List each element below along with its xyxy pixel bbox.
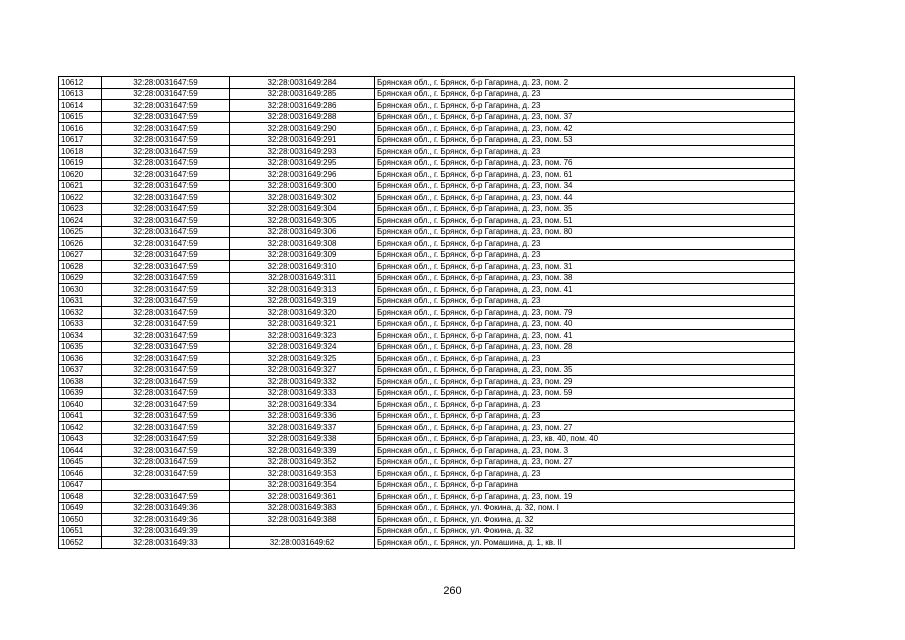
cell-row-number: 10628 [59, 261, 102, 273]
cell-address: Брянская обл., г. Брянск, б-р Гагарина, д. 23, пом. 41 [375, 284, 795, 296]
cell-land-cadastral-number [102, 479, 230, 491]
table-row [59, 525, 795, 537]
cell-row-number: 10624 [59, 215, 102, 227]
cell-land-cadastral-number: 32:28:0031647:59 [102, 318, 230, 330]
cell-row-number: 10632 [59, 307, 102, 319]
cell-object-cadastral-number: 32:28:0031649:352 [230, 456, 375, 468]
cell-land-cadastral-number: 32:28:0031647:59 [102, 261, 230, 273]
cell-object-cadastral-number: 32:28:0031649:310 [230, 261, 375, 273]
cell-address: Брянская обл., г. Брянск, ул. Фокина, д. 32 [375, 514, 795, 526]
cell-row-number: 10614 [59, 100, 102, 112]
cell-object-cadastral-number: 32:28:0031649:309 [230, 249, 375, 261]
table-row [59, 134, 795, 146]
cell-object-cadastral-number: 32:28:0031649:304 [230, 203, 375, 215]
cell-land-cadastral-number: 32:28:0031647:59 [102, 410, 230, 422]
cell-object-cadastral-number: 32:28:0031649:336 [230, 410, 375, 422]
table-body [59, 77, 795, 549]
table-row [59, 445, 795, 457]
cell-address: Брянская обл., г. Брянск, б-р Гагарина, д. 23, кв. 40, пом. 40 [375, 433, 795, 445]
cell-object-cadastral-number: 32:28:0031649:323 [230, 330, 375, 342]
cell-row-number: 10623 [59, 203, 102, 215]
cell-address: Брянская обл., г. Брянск, б-р Гагарина, д. 23, пом. 31 [375, 261, 795, 273]
cell-address: Брянская обл., г. Брянск, б-р Гагарина, д. 23, пом. 41 [375, 330, 795, 342]
table-row [59, 307, 795, 319]
cell-land-cadastral-number: 32:28:0031647:59 [102, 272, 230, 284]
table-row [59, 203, 795, 215]
table-row [59, 433, 795, 445]
table-row [59, 261, 795, 273]
cell-land-cadastral-number: 32:28:0031647:59 [102, 146, 230, 158]
cell-address: Брянская обл., г. Брянск, б-р Гагарина, д. 23 [375, 353, 795, 365]
cell-address: Брянская обл., г. Брянск, б-р Гагарина, д. 23, пом. 28 [375, 341, 795, 353]
cell-address: Брянская обл., г. Брянск, б-р Гагарина, д. 23, пом. 35 [375, 364, 795, 376]
cell-object-cadastral-number: 32:28:0031649:333 [230, 387, 375, 399]
table-row [59, 88, 795, 100]
cell-object-cadastral-number: 32:28:0031649:286 [230, 100, 375, 112]
cell-address: Брянская обл., г. Брянск, б-р Гагарина, д. 23, пом. 44 [375, 192, 795, 204]
cell-row-number: 10641 [59, 410, 102, 422]
cell-row-number: 10643 [59, 433, 102, 445]
cell-object-cadastral-number: 32:28:0031649:338 [230, 433, 375, 445]
table-row [59, 169, 795, 181]
table-row [59, 249, 795, 261]
cell-row-number: 10644 [59, 445, 102, 457]
cell-row-number: 10631 [59, 295, 102, 307]
table-row [59, 215, 795, 227]
cell-object-cadastral-number: 32:28:0031649:285 [230, 88, 375, 100]
cell-object-cadastral-number: 32:28:0031649:354 [230, 479, 375, 491]
cell-row-number: 10629 [59, 272, 102, 284]
cell-row-number: 10648 [59, 491, 102, 503]
table-row [59, 157, 795, 169]
cell-row-number: 10649 [59, 502, 102, 514]
cell-object-cadastral-number: 32:28:0031649:308 [230, 238, 375, 250]
cell-land-cadastral-number: 32:28:0031647:59 [102, 192, 230, 204]
cell-address: Брянская обл., г. Брянск, б-р Гагарина, д. 23 [375, 100, 795, 112]
table-row [59, 284, 795, 296]
cell-address: Брянская обл., г. Брянск, б-р Гагарина, д. 23, пом. 29 [375, 376, 795, 388]
cell-land-cadastral-number: 32:28:0031647:59 [102, 456, 230, 468]
cell-object-cadastral-number: 32:28:0031649:325 [230, 353, 375, 365]
cell-object-cadastral-number: 32:28:0031649:296 [230, 169, 375, 181]
table-row [59, 376, 795, 388]
cell-object-cadastral-number: 32:28:0031649:306 [230, 226, 375, 238]
cell-object-cadastral-number: 32:28:0031649:302 [230, 192, 375, 204]
cell-object-cadastral-number: 32:28:0031649:291 [230, 134, 375, 146]
table-row [59, 100, 795, 112]
table-row [59, 111, 795, 123]
cell-row-number: 10639 [59, 387, 102, 399]
cadastral-table [58, 76, 795, 549]
cell-row-number: 10622 [59, 192, 102, 204]
table-row [59, 180, 795, 192]
cell-object-cadastral-number: 32:28:0031649:305 [230, 215, 375, 227]
cell-address: Брянская обл., г. Брянск, б-р Гагарина, д. 23 [375, 238, 795, 250]
cell-row-number: 10626 [59, 238, 102, 250]
cell-row-number: 10637 [59, 364, 102, 376]
cell-object-cadastral-number: 32:28:0031649:293 [230, 146, 375, 158]
cell-address: Брянская обл., г. Брянск, б-р Гагарина, д. 23 [375, 399, 795, 411]
cell-address: Брянская обл., г. Брянск, б-р Гагарина, д. 23, пом. 40 [375, 318, 795, 330]
cell-land-cadastral-number: 32:28:0031647:59 [102, 284, 230, 296]
cell-object-cadastral-number: 32:28:0031649:62 [230, 537, 375, 549]
cell-land-cadastral-number: 32:28:0031647:59 [102, 238, 230, 250]
cell-row-number: 10621 [59, 180, 102, 192]
cell-land-cadastral-number: 32:28:0031647:59 [102, 387, 230, 399]
cell-land-cadastral-number: 32:28:0031647:59 [102, 169, 230, 181]
cell-land-cadastral-number: 32:28:0031647:59 [102, 399, 230, 411]
table-row [59, 330, 795, 342]
cell-land-cadastral-number: 32:28:0031647:59 [102, 111, 230, 123]
cell-land-cadastral-number: 32:28:0031647:59 [102, 422, 230, 434]
cell-object-cadastral-number: 32:28:0031649:295 [230, 157, 375, 169]
cell-row-number: 10652 [59, 537, 102, 549]
cell-land-cadastral-number: 32:28:0031647:59 [102, 445, 230, 457]
cell-object-cadastral-number: 32:28:0031649:288 [230, 111, 375, 123]
cell-address: Брянская обл., г. Брянск, б-р Гагарина, д. 23, пом. 27 [375, 456, 795, 468]
cell-object-cadastral-number: 32:28:0031649:319 [230, 295, 375, 307]
cell-row-number: 10620 [59, 169, 102, 181]
cell-land-cadastral-number: 32:28:0031647:59 [102, 203, 230, 215]
cell-object-cadastral-number: 32:28:0031649:324 [230, 341, 375, 353]
cell-address: Брянская обл., г. Брянск, б-р Гагарина, д. 23, пом. 19 [375, 491, 795, 503]
cell-address: Брянская обл., г. Брянск, б-р Гагарина, д. 23, пом. 34 [375, 180, 795, 192]
cell-row-number: 10635 [59, 341, 102, 353]
table-row [59, 364, 795, 376]
cell-row-number: 10618 [59, 146, 102, 158]
cell-address: Брянская обл., г. Брянск, ул. Фокина, д. 32, пом. I [375, 502, 795, 514]
table-row [59, 399, 795, 411]
cell-land-cadastral-number: 32:28:0031647:59 [102, 295, 230, 307]
page-number: 260 [443, 585, 462, 597]
cell-object-cadastral-number: 32:28:0031649:361 [230, 491, 375, 503]
cell-address: Брянская обл., г. Брянск, б-р Гагарина, д. 23, пом. 79 [375, 307, 795, 319]
cell-address: Брянская обл., г. Брянск, б-р Гагарина, д. 23, пом. 80 [375, 226, 795, 238]
cell-object-cadastral-number: 32:28:0031649:300 [230, 180, 375, 192]
table-row [59, 410, 795, 422]
cell-address: Брянская обл., г. Брянск, б-р Гагарина, д. 23, пом. 3 [375, 445, 795, 457]
cell-object-cadastral-number [230, 525, 375, 537]
table-row [59, 295, 795, 307]
cell-row-number: 10647 [59, 479, 102, 491]
cell-address: Брянская обл., г. Брянск, б-р Гагарина, д. 23 [375, 410, 795, 422]
cell-land-cadastral-number: 32:28:0031647:59 [102, 77, 230, 89]
cell-row-number: 10638 [59, 376, 102, 388]
table-row [59, 123, 795, 135]
cell-land-cadastral-number: 32:28:0031649:39 [102, 525, 230, 537]
cell-land-cadastral-number: 32:28:0031647:59 [102, 134, 230, 146]
cell-land-cadastral-number: 32:28:0031647:59 [102, 226, 230, 238]
cell-address: Брянская обл., г. Брянск, б-р Гагарина, д. 23 [375, 295, 795, 307]
table-row [59, 491, 795, 503]
table-row [59, 146, 795, 158]
cell-row-number: 10625 [59, 226, 102, 238]
cell-land-cadastral-number: 32:28:0031647:59 [102, 433, 230, 445]
cell-row-number: 10617 [59, 134, 102, 146]
cell-address: Брянская обл., г. Брянск, ул. Ромашина, д. 1, кв. II [375, 537, 795, 549]
cell-address: Брянская обл., г. Брянск, б-р Гагарина, д. 23 [375, 249, 795, 261]
cell-address: Брянская обл., г. Брянск, б-р Гагарина, д. 23, пом. 2 [375, 77, 795, 89]
cell-row-number: 10616 [59, 123, 102, 135]
table-row [59, 226, 795, 238]
cell-row-number: 10646 [59, 468, 102, 480]
cell-object-cadastral-number: 32:28:0031649:339 [230, 445, 375, 457]
cell-row-number: 10634 [59, 330, 102, 342]
cell-land-cadastral-number: 32:28:0031647:59 [102, 330, 230, 342]
cell-row-number: 10645 [59, 456, 102, 468]
cell-row-number: 10633 [59, 318, 102, 330]
table-row [59, 456, 795, 468]
cell-land-cadastral-number: 32:28:0031647:59 [102, 491, 230, 503]
cell-row-number: 10642 [59, 422, 102, 434]
cell-land-cadastral-number: 32:28:0031647:59 [102, 364, 230, 376]
cell-object-cadastral-number: 32:28:0031649:284 [230, 77, 375, 89]
table-row [59, 537, 795, 549]
cell-row-number: 10619 [59, 157, 102, 169]
cell-address: Брянская обл., г. Брянск, б-р Гагарина, д. 23 [375, 146, 795, 158]
cell-address: Брянская обл., г. Брянск, б-р Гагарина, д. 23, пом. 37 [375, 111, 795, 123]
table-row [59, 468, 795, 480]
cell-row-number: 10615 [59, 111, 102, 123]
cell-object-cadastral-number: 32:28:0031649:327 [230, 364, 375, 376]
cell-land-cadastral-number: 32:28:0031649:36 [102, 514, 230, 526]
cell-address: Брянская обл., г. Брянск, б-р Гагарина, д. 23, пом. 59 [375, 387, 795, 399]
table-row [59, 502, 795, 514]
table-row [59, 353, 795, 365]
cell-object-cadastral-number: 32:28:0031649:321 [230, 318, 375, 330]
cell-address: Брянская обл., г. Брянск, б-р Гагарина, д. 23, пом. 35 [375, 203, 795, 215]
cell-row-number: 10650 [59, 514, 102, 526]
cell-land-cadastral-number: 32:28:0031647:59 [102, 307, 230, 319]
cell-address: Брянская обл., г. Брянск, б-р Гагарина, д. 23, пом. 27 [375, 422, 795, 434]
cell-land-cadastral-number: 32:28:0031647:59 [102, 123, 230, 135]
cell-address: Брянская обл., г. Брянск, б-р Гагарина, д. 23, пом. 51 [375, 215, 795, 227]
cell-land-cadastral-number: 32:28:0031647:59 [102, 157, 230, 169]
cell-land-cadastral-number: 32:28:0031647:59 [102, 376, 230, 388]
table-row [59, 318, 795, 330]
cell-object-cadastral-number: 32:28:0031649:320 [230, 307, 375, 319]
cell-object-cadastral-number: 32:28:0031649:353 [230, 468, 375, 480]
cell-row-number: 10651 [59, 525, 102, 537]
cell-object-cadastral-number: 32:28:0031649:388 [230, 514, 375, 526]
cell-address: Брянская обл., г. Брянск, б-р Гагарина, д. 23, пом. 76 [375, 157, 795, 169]
cell-row-number: 10612 [59, 77, 102, 89]
cell-object-cadastral-number: 32:28:0031649:311 [230, 272, 375, 284]
cell-address: Брянская обл., г. Брянск, б-р Гагарина, д. 23, пом. 61 [375, 169, 795, 181]
table-row [59, 479, 795, 491]
cell-row-number: 10640 [59, 399, 102, 411]
table-row [59, 238, 795, 250]
cell-land-cadastral-number: 32:28:0031647:59 [102, 100, 230, 112]
table-row [59, 387, 795, 399]
table-row [59, 272, 795, 284]
cell-land-cadastral-number: 32:28:0031649:36 [102, 502, 230, 514]
table-row [59, 341, 795, 353]
cell-row-number: 10627 [59, 249, 102, 261]
cell-land-cadastral-number: 32:28:0031647:59 [102, 249, 230, 261]
cell-object-cadastral-number: 32:28:0031649:332 [230, 376, 375, 388]
cell-object-cadastral-number: 32:28:0031649:290 [230, 123, 375, 135]
cell-row-number: 10636 [59, 353, 102, 365]
table-row [59, 514, 795, 526]
cell-address: Брянская обл., г. Брянск, б-р Гагарина, д. 23 [375, 88, 795, 100]
cell-land-cadastral-number: 32:28:0031647:59 [102, 341, 230, 353]
cell-address: Брянская обл., г. Брянск, б-р Гагарина [375, 479, 795, 491]
cell-row-number: 10630 [59, 284, 102, 296]
cell-object-cadastral-number: 32:28:0031649:337 [230, 422, 375, 434]
cell-land-cadastral-number: 32:28:0031647:59 [102, 215, 230, 227]
cell-row-number: 10613 [59, 88, 102, 100]
cell-object-cadastral-number: 32:28:0031649:383 [230, 502, 375, 514]
cell-land-cadastral-number: 32:28:0031647:59 [102, 180, 230, 192]
table-row [59, 422, 795, 434]
cell-address: Брянская обл., г. Брянск, б-р Гагарина, д. 23, пом. 42 [375, 123, 795, 135]
cell-address: Брянская обл., г. Брянск, б-р Гагарина, д. 23 [375, 468, 795, 480]
cell-land-cadastral-number: 32:28:0031647:59 [102, 88, 230, 100]
cell-land-cadastral-number: 32:28:0031647:59 [102, 353, 230, 365]
cell-address: Брянская обл., г. Брянск, ул. Фокина, д. 32 [375, 525, 795, 537]
cell-land-cadastral-number: 32:28:0031647:59 [102, 468, 230, 480]
cell-object-cadastral-number: 32:28:0031649:334 [230, 399, 375, 411]
cell-object-cadastral-number: 32:28:0031649:313 [230, 284, 375, 296]
cell-address: Брянская обл., г. Брянск, б-р Гагарина, д. 23, пом. 53 [375, 134, 795, 146]
cell-address: Брянская обл., г. Брянск, б-р Гагарина, д. 23, пом. 38 [375, 272, 795, 284]
table-row [59, 192, 795, 204]
cell-land-cadastral-number: 32:28:0031649:33 [102, 537, 230, 549]
table-row [59, 77, 795, 89]
